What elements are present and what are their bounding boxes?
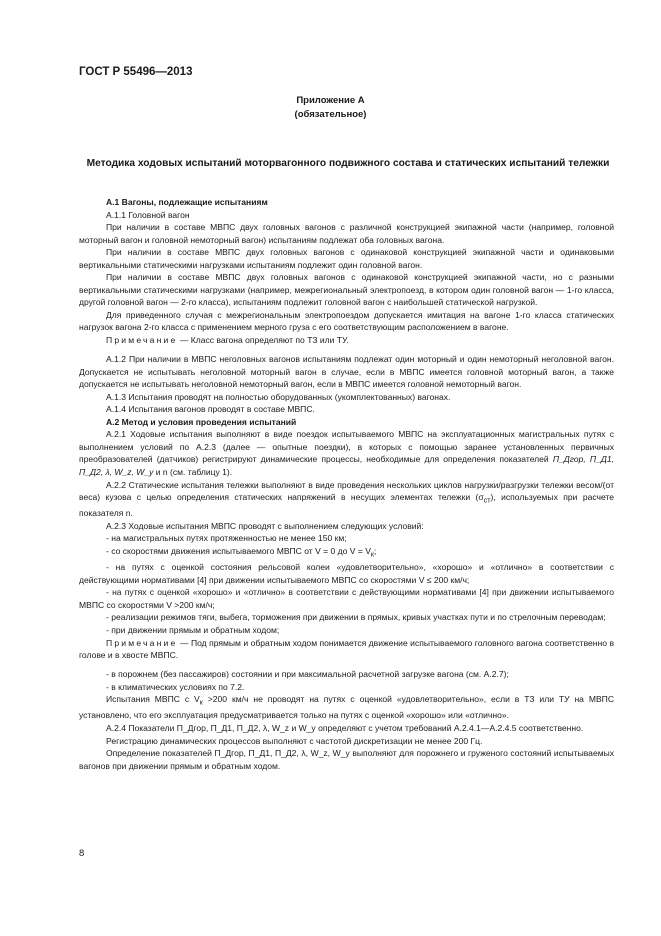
subsection-a22: [79, 479, 614, 520]
subsection-a11: А.1.1 Головной вагон: [106, 209, 190, 220]
paragraph: Для приведенного случая с межрегиональным электропоездом допускается имитация на вагоне 1-го класса статических нагрузок вагона 2-го класса с применением мерного груза с его соответствующим расположением в вагоне.: [79, 309, 614, 333]
list-item: - на магистральных путях протяженностью не менее 150 км;: [106, 533, 347, 544]
document-title: Методика ходовых испытаний моторвагонного подвижного состава и статических испытаний тележки: [86, 158, 610, 169]
list-item: - реализации режимов тяги, выбега, торможения при движении в прямых, кривых участках пути и по стрелочным переводам;: [106, 612, 606, 623]
formula-variables: П_Дгор, П_Д1, П_Д2, λ, W_z, W_y: [79, 454, 614, 477]
text-run: ), используемых при расчете показателя n.: [79, 492, 615, 519]
text-run: А.2.1 Ходовые испытания выполняют в виде поездок испытываемого МВПС на эксплуатационных магистральных путях с выполнением условий по А.2.3 (далее — опытные поездки), в которых с помощью заранее установленных первичных преобразователей (датчиков) регистрируют динамические процессы, необходимые для определения показателей: [79, 429, 614, 465]
subsection-a24: А.2.4 Показатели П_Дгор, П_Д1, П_Д2, λ, W_z и W_y определяют с учетом требований А.2.4.1—А.2.4.5 соответственно.: [106, 722, 584, 733]
document-body: [79, 196, 614, 772]
subscript: к: [370, 550, 375, 559]
note-direction: [79, 637, 614, 662]
paragraph: При наличии в составе МВПС двух головных вагонов с различной конструкцией экипажной части (например, головной моторный вагон и головной немоторный вагон) испытаниям подлежат оба головных вагона.: [79, 222, 614, 245]
subsection-a21: [79, 428, 614, 478]
list-item: - на путях с оценкой состояния рельсовой колеи «удовлетворительно», «хорошо» и «отлично» в соответствии с действующими нормативами [4] при движении испытываемого МВПС со скоростями V ≤ 200 км/ч;: [79, 562, 614, 585]
note-label: Примечание: [106, 335, 178, 346]
appendix-subtitle: (обязательное): [294, 109, 367, 120]
note-label: Примечание: [106, 637, 178, 648]
paragraph: [79, 693, 614, 722]
text-run: и n (см. таблицу 1).: [153, 466, 233, 477]
paragraph: Регистрацию динамических процессов выполняют с частотой дискретизации не менее 200 Гц.: [106, 735, 483, 746]
document-header: ГОСТ Р 55496—2013: [79, 66, 193, 78]
text-run: - со скоростями движения испытываемого МВПС от V = 0 до V = V: [106, 545, 371, 556]
subsection-a12: А.1.2 При наличии в МВПС неголовных вагонов испытаниям подлежат один моторный и один немоторный неголовной вагон. Допускается не испытывать неголовной моторный вагон в случае, если в МВПС имеется головной моторный вагон, а также допускается не испытывать неголовной немоторный вагон, если в МВПС имеется головной немоторный вагон.: [79, 354, 614, 390]
note-class: [79, 334, 614, 347]
list-item: - в порожнем (без пассажиров) состоянии и при максимальной расчетной загрузке вагона (см. А.2.7);: [106, 669, 509, 680]
list-item: - при движении прямым и обратным ходом;: [106, 624, 280, 635]
note-text: — Под прямым и обратным ходом понимается движение испытываемого головного вагона соответственно в голове и в хвосте МВПС.: [79, 637, 614, 661]
list-item: - на путях с оценкой «хорошо» и «отлично» в соответствии с действующими нормативами [4] при движении испытываемого МВПС со скоростями V >200 км/ч;: [79, 587, 614, 610]
subsection-a23: А.2.3 Ходовые испытания МВПС проводят с выполнением следующих условий:: [106, 520, 424, 531]
paragraph: При наличии в составе МВПС двух головных вагонов с одинаковой конструкцией экипажной части, но с разными вертикальными статическими нагрузками (например, межрегиональный электропоезд, в котором один головной вагон — 1-го класса, другой головной вагон — 2-го класса), испытаниям подлежит головной вагон с наибольшей статической нагрузкой.: [79, 272, 614, 308]
subscript: к: [199, 698, 203, 707]
text-run: >200 км/ч не проводят на путях с оценкой «удовлетворительно», если в ТЗ или ТУ на МВПС установлено, что его эксплуатация предусматривается только на путях с оценкой «хорошо» или «отлично».: [79, 694, 614, 721]
appendix-title: Приложение А: [296, 95, 365, 106]
paragraph: При наличии в составе МВПС двух головных вагонов с одинаковой конструкцией экипажной части и одинаковыми вертикальными статическими нагрузками испытаниям подлежит один головной вагон.: [79, 247, 614, 270]
text-run: А.2.2 Статические испытания тележки выполняют в виде проведения нескольких циклов нагрузки/разгрузки тележки весом/(от веса) кузова с целью определения статических напряжений в несущих элементах тележки (σ: [79, 479, 614, 503]
list-item: [79, 545, 614, 561]
text-run: ;: [374, 545, 377, 556]
list-item: - в климатических условиях по 7.2.: [106, 681, 245, 692]
section-a2-heading: А.2 Метод и условия проведения испытаний: [106, 416, 297, 427]
subsection-a13: А.1.3 Испытания проводят на полностью оборудованных (укомплектованных) вагонах.: [106, 391, 451, 402]
note-text: — Класс вагона определяют по ТЗ или ТУ.: [177, 335, 349, 346]
page-number: 8: [79, 848, 85, 859]
text-run: Испытания МВПС с V: [106, 694, 200, 705]
paragraph: Определение показателей П_Дгор, П_Д1, П_Д2, λ, W_z, W_y выполняют для порожнего и груженого состояний испытываемых вагонов при движении прямым и обратным ходом.: [79, 748, 614, 771]
subsection-a14: А.1.4 Испытания вагонов проводят в составе МВПС.: [106, 404, 315, 415]
section-a1-heading: А.1 Вагоны, подлежащие испытаниям: [106, 197, 268, 207]
subscript: ст: [483, 496, 491, 505]
